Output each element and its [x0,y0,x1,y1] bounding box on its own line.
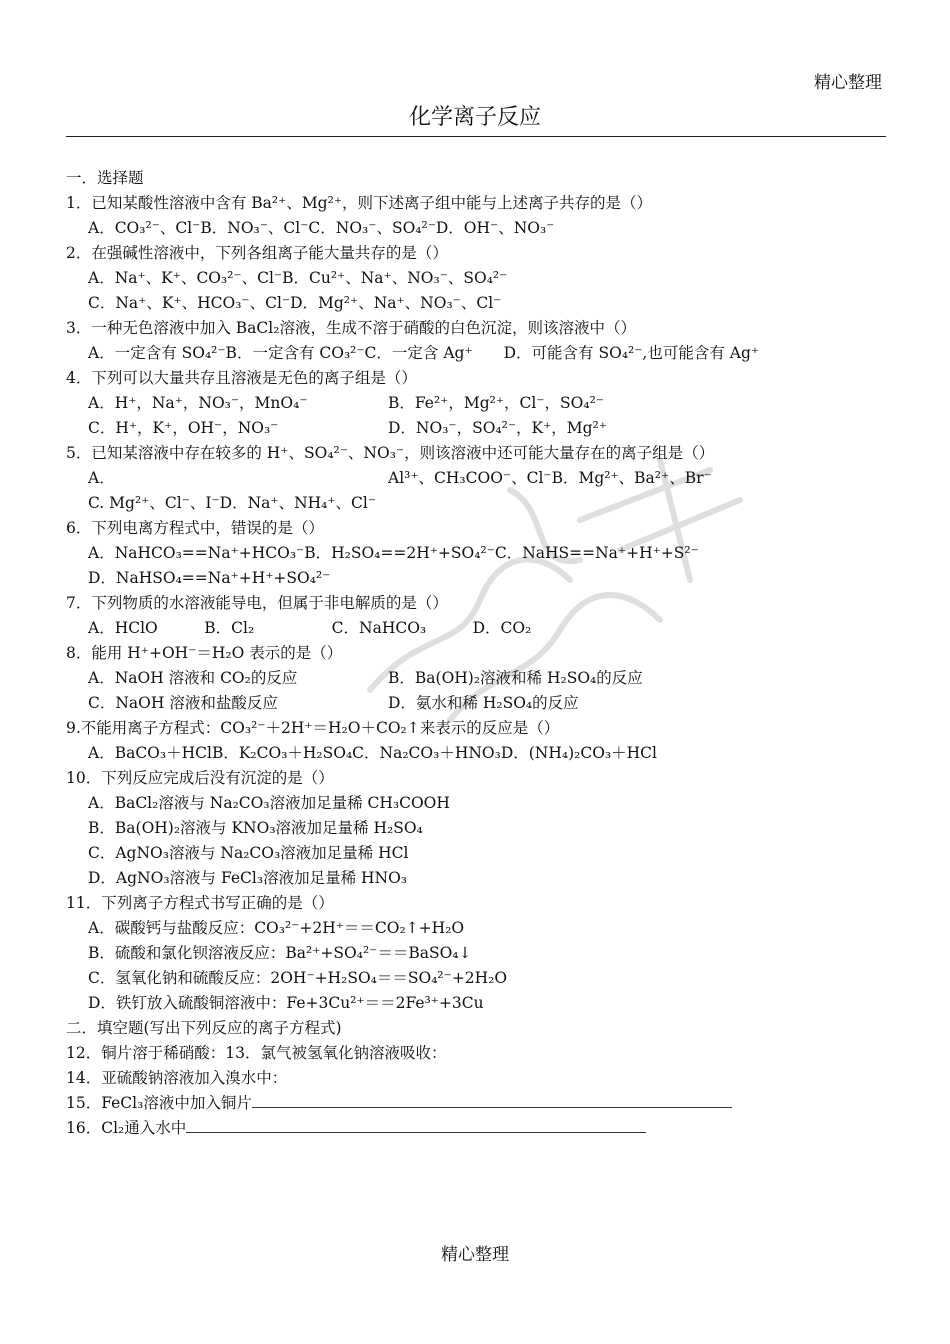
option-row: A．HClO B．Cl₂ C．NaHCO₃ D．CO₂ [88,619,532,637]
question-text: 16．Cl₂通入水中 [66,1119,187,1137]
option-row: A．CO₃²⁻、Cl⁻B．NO₃⁻、Cl⁻C．NO₃⁻、SO₄²⁻D．OH⁻、NO₃⁻ [88,219,555,237]
option-row: C．Na⁺、K⁺、HCO₃⁻、Cl⁻D．Mg²⁺、Na⁺、NO₃⁻、Cl⁻ [88,294,502,312]
option-item: A．NaOH 溶液和 CO₂的反应 [88,669,298,687]
option-row: C．AgNO₃溶液与 Na₂CO₃溶液加足量稀 HCl [88,844,409,862]
option-row: D．铁钉放入硫酸铜溶液中：Fe+3Cu²⁺＝＝2Fe³⁺+3Cu [88,994,484,1012]
option-row: A．NaHCO₃==Na⁺+HCO₃⁻B．H₂SO₄==2H⁺+SO₄²⁻C．NaHS==Na⁺+H⁺+S²⁻ [88,544,699,562]
question-text: 10．下列反应完成后没有沉淀的是（） [66,769,334,787]
header-note: 精心整理 [814,73,882,93]
option-row [66,691,896,716]
question-text: 15．FeCl₃溶液中加入铜片 [66,1094,252,1112]
option-item: C．NaOH 溶液和盐酸反应 [88,694,278,712]
question-text: 9.不能用离子方程式：CO₃²⁻＋2H⁺＝H₂O＋CO₂↑来表示的反应是（） [66,719,560,737]
option-row: D．NaHSO₄==Na⁺+H⁺+SO₄²⁻ [88,569,331,587]
question-text: 3．一种无色溶液中加入 BaCl₂溶液，生成不溶于硝酸的白色沉淀，则该溶液中（） [66,319,636,337]
option-item: D．NO₃⁻，SO₄²⁻，K⁺，Mg²⁺ [388,419,607,437]
option-item: A． [88,469,115,487]
option-row: A．BaCl₂溶液与 Na₂CO₃溶液加足量稀 CH₃COOH [88,794,450,812]
question-text: 12．铜片溶于稀硝酸：13．氯气被氢氧化钠溶液吸收： [66,1044,447,1062]
option-item: B．Fe²⁺，Mg²⁺，Cl⁻，SO₄²⁻ [388,394,604,412]
option-row [66,666,896,691]
option-item: B．Ba(OH)₂溶液和稀 H₂SO₄的反应 [388,669,643,687]
title-rule [66,136,886,137]
question-text: 2．在强碱性溶液中，下列各组离子能大量共存的是（） [66,244,448,262]
question-text: 4．下列可以大量共存且溶液是无色的离子组是（） [66,369,417,387]
footer-note: 精心整理 [441,1245,509,1265]
fill-question [66,1091,896,1116]
section-heading: 二．填空题(写出下列反应的离子方程式) [66,1019,342,1037]
option-row: A．碳酸钙与盐酸反应：CO₃²⁻+2H⁺＝＝CO₂↑+H₂O [88,919,465,937]
option-row [66,391,896,416]
option-row: A．Na⁺、K⁺、CO₃²⁻、Cl⁻B．Cu²⁺、Na⁺、NO₃⁻、SO₄²⁻ [88,269,508,287]
option-item: D．氨水和稀 H₂SO₄的反应 [388,694,579,712]
question-text: 1．已知某酸性溶液中含有 Ba²⁺、Mg²⁺，则下述离子组中能与上述离子共存的是（） [66,194,653,212]
question-text: 14．亚硫酸钠溶液加入溴水中： [66,1069,288,1087]
answer-blank [186,1116,646,1133]
option-row: C．氢氧化钠和硫酸反应：2OH⁻+H₂SO₄＝＝SO₄²⁻+2H₂O [88,969,508,987]
option-row: B．Ba(OH)₂溶液与 KNO₃溶液加足量稀 H₂SO₄ [88,819,423,837]
option-row: D．AgNO₃溶液与 FeCl₃溶液加足量稀 HNO₃ [88,869,407,887]
question-text: 7．下列物质的水溶液能导电，但属于非电解质的是（） [66,594,448,612]
section-heading: 一．选择题 [66,169,144,187]
option-row [66,416,896,441]
option-row: A．BaCO₃＋HClB．K₂CO₃＋H₂SO₄C．Na₂CO₃＋HNO₃D．(NH₄)₂CO₃＋HCl [88,744,657,762]
option-row: A．一定含有 SO₄²⁻B．一定含有 CO₃²⁻C．一定含 Ag⁺ D．可能含有 SO₄²⁻,也可能含有 Ag⁺ [88,344,760,362]
question-text: 8．能用 H⁺+OH⁻＝H₂O 表示的是（） [66,644,343,662]
option-item: Al³⁺、CH₃COO⁻、Cl⁻B．Mg²⁺、Ba²⁺、Br⁻ [388,469,712,487]
answer-blank [252,1091,732,1108]
option-row: B．硫酸和氯化钡溶液反应：Ba²⁺+SO₄²⁻＝＝BaSO₄↓ [88,944,472,962]
question-text: 5．已知某溶液中存在较多的 H⁺、SO₄²⁻、NO₃⁻，则该溶液中还可能大量存在的离子组是（） [66,444,715,462]
option-row [66,466,896,491]
page-title: 化学离子反应 [408,105,541,130]
option-row: C. Mg²⁺、Cl⁻、I⁻D．Na⁺、NH₄⁺、Cl⁻ [88,494,377,512]
option-item: C．H⁺，K⁺，OH⁻，NO₃⁻ [88,419,279,437]
question-text: 6．下列电离方程式中，错误的是（） [66,519,324,537]
option-item: A．H⁺，Na⁺，NO₃⁻，MnO₄⁻ [88,394,308,412]
fill-question [66,1116,896,1141]
worksheet-body [66,166,896,1141]
question-text: 11．下列离子方程式书写正确的是（） [66,894,334,912]
